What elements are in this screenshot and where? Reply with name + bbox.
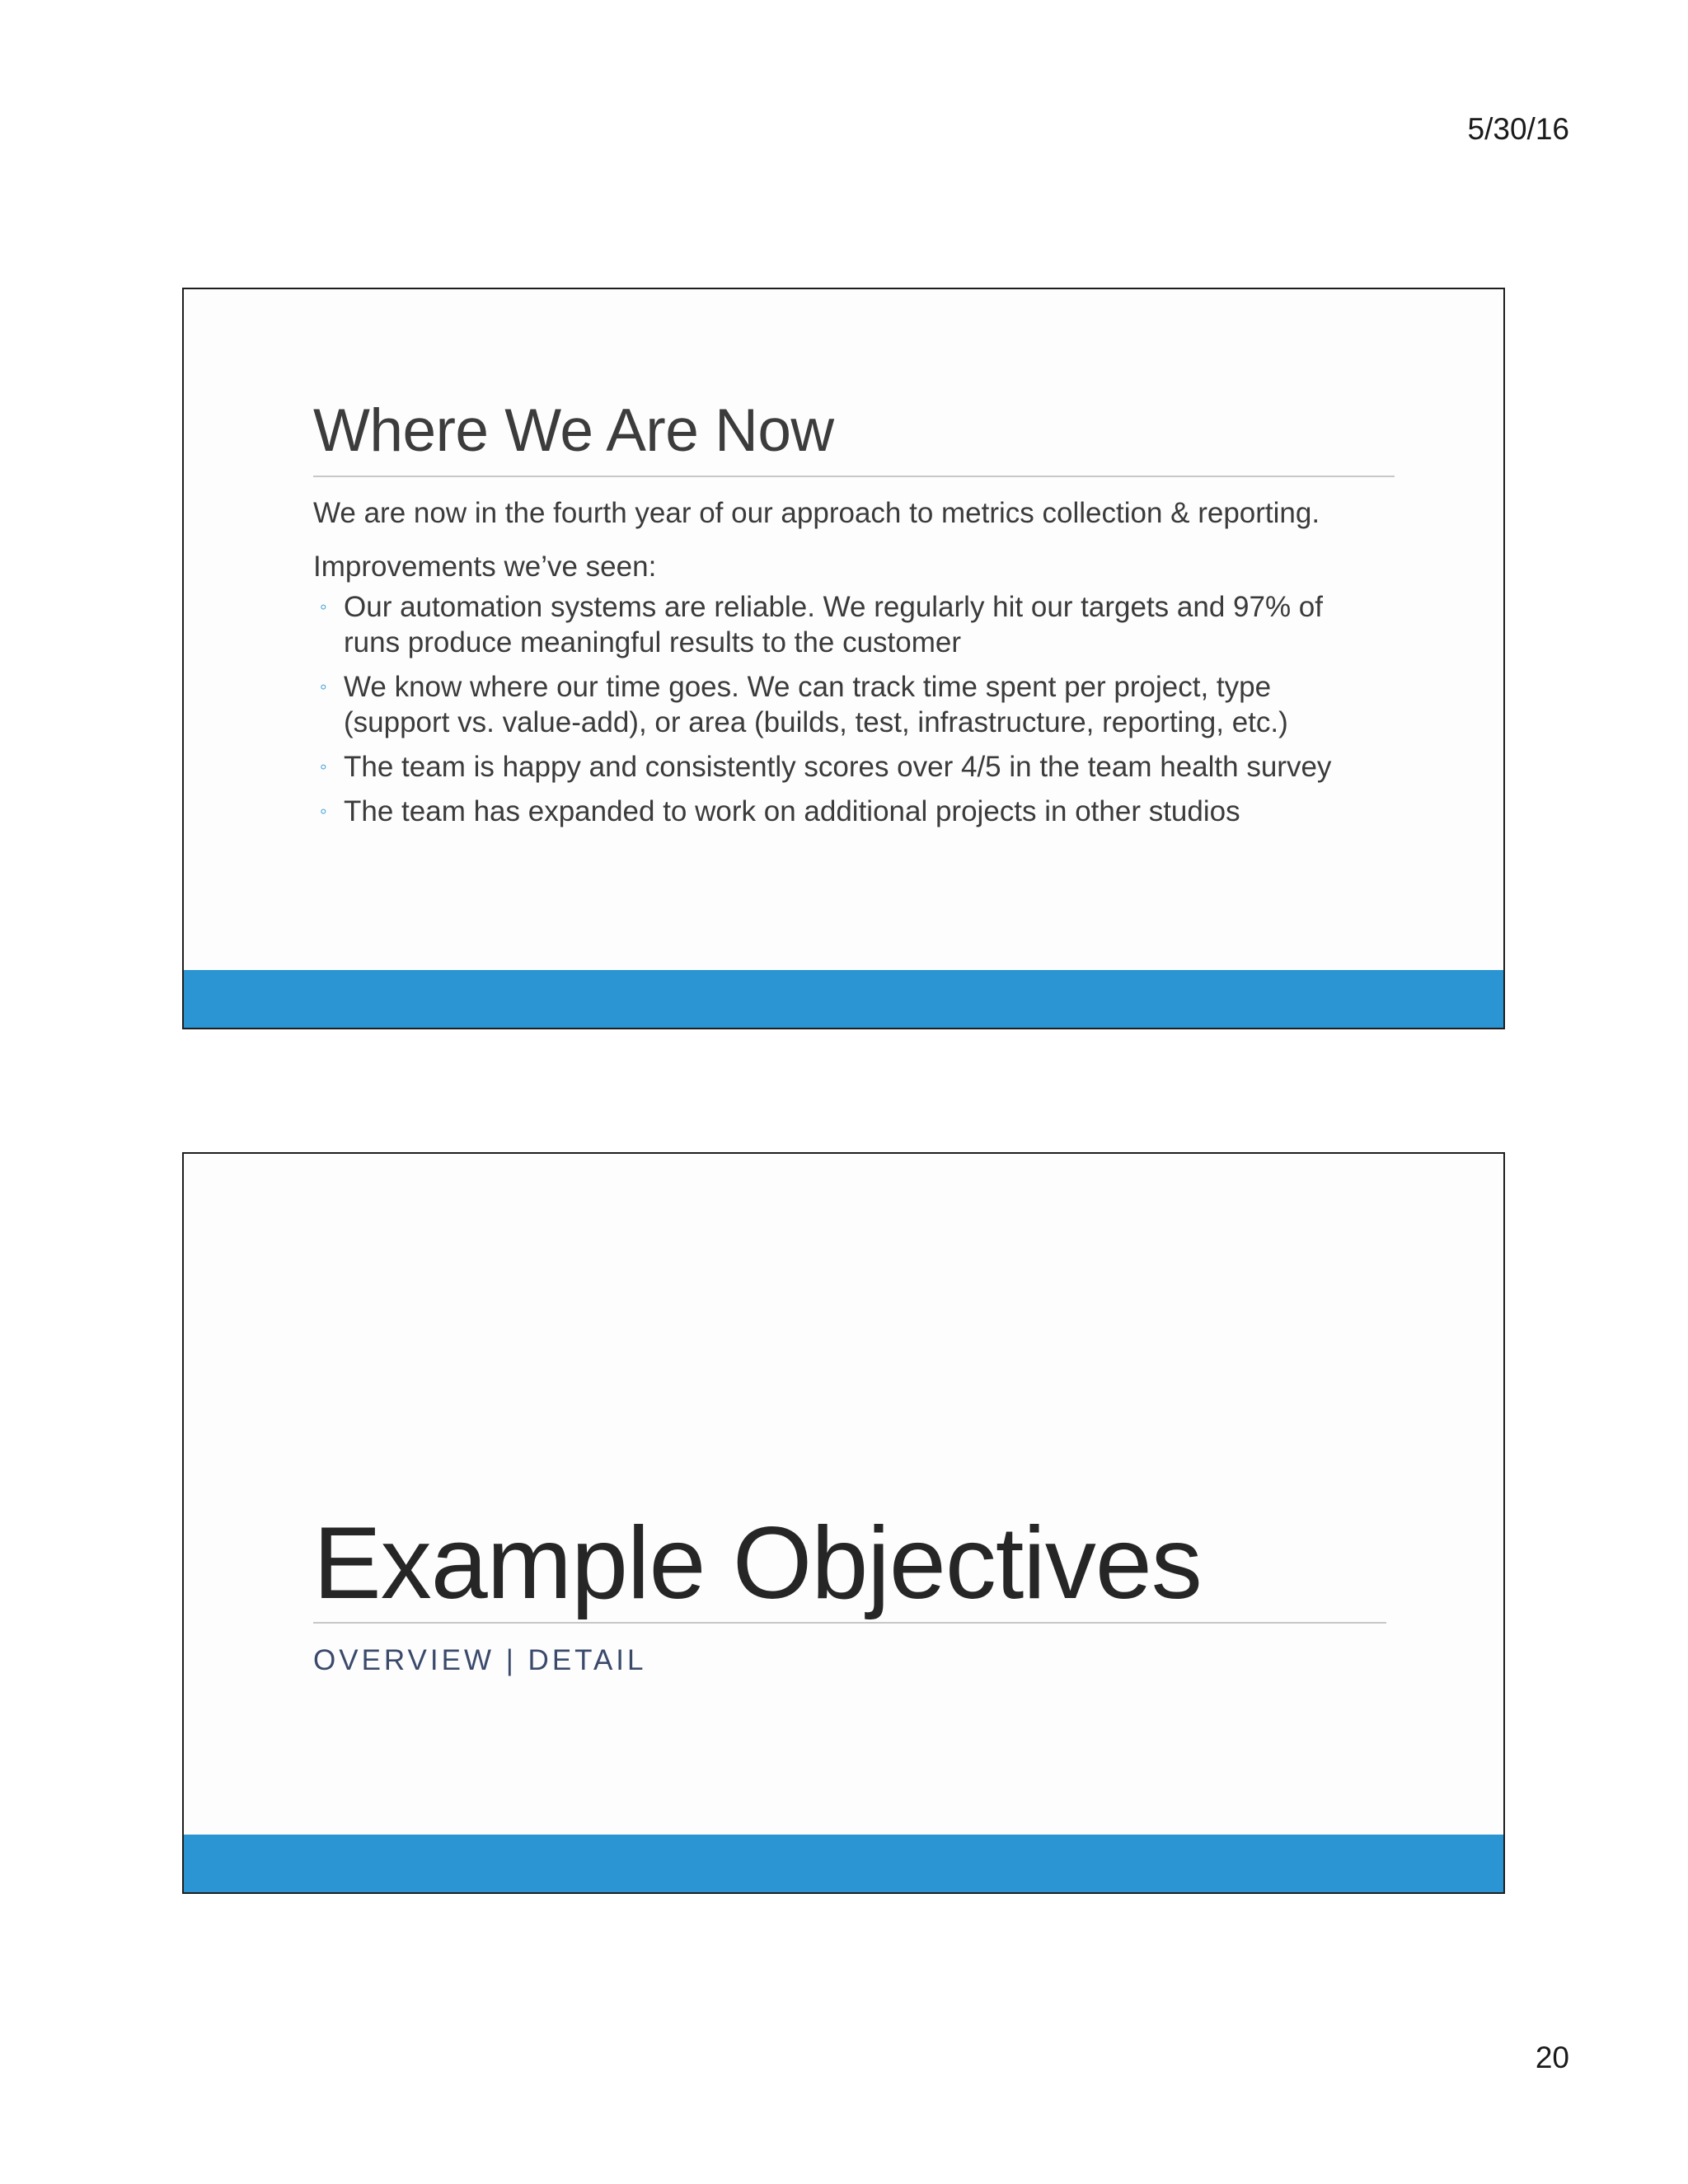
bullet-icon: ◦ <box>320 676 327 698</box>
bullet-icon: ◦ <box>320 800 327 823</box>
slide-title: Where We Are Now <box>313 397 834 464</box>
slide-body <box>313 495 1385 838</box>
improvements-label: Improvements we’ve seen: <box>313 551 657 583</box>
page-number: 20 <box>1535 2041 1569 2074</box>
page-date: 5/30/16 <box>1467 112 1569 146</box>
bullet-icon: ◦ <box>320 756 327 778</box>
title-divider <box>313 476 1395 477</box>
list-item-text: The team has expanded to work on additional projects in other studios <box>344 795 1240 827</box>
slide-example-objectives <box>182 1152 1505 1894</box>
section-subtitle: OVERVIEW | DETAIL <box>313 1644 647 1676</box>
list-item <box>313 589 1385 660</box>
intro-paragraph: We are now in the fourth year of our approach to metrics collection & reporting. <box>313 497 1320 529</box>
list-item-text: Our automation systems are reliable. We regularly hit our targets and 97% of runs produce meaningful results to the customer <box>344 591 1323 658</box>
list-item <box>313 794 1385 829</box>
list-item <box>313 669 1385 740</box>
section-title: Example Objectives <box>313 1507 1202 1620</box>
list-item-text: The team is happy and consistently scores over 4/5 in the team health survey <box>344 751 1332 783</box>
list-item-text: We know where our time goes. We can track time spent per project, type (support vs. value-add), or area (builds, test, infrastructure, reporting, etc.) <box>344 671 1288 738</box>
title-divider <box>313 1622 1386 1624</box>
footer-band <box>184 970 1503 1028</box>
slide-where-we-are-now <box>182 288 1505 1029</box>
bullet-icon: ◦ <box>320 596 327 618</box>
footer-band <box>184 1835 1503 1892</box>
improvements-list <box>313 589 1385 829</box>
list-item <box>313 749 1385 785</box>
